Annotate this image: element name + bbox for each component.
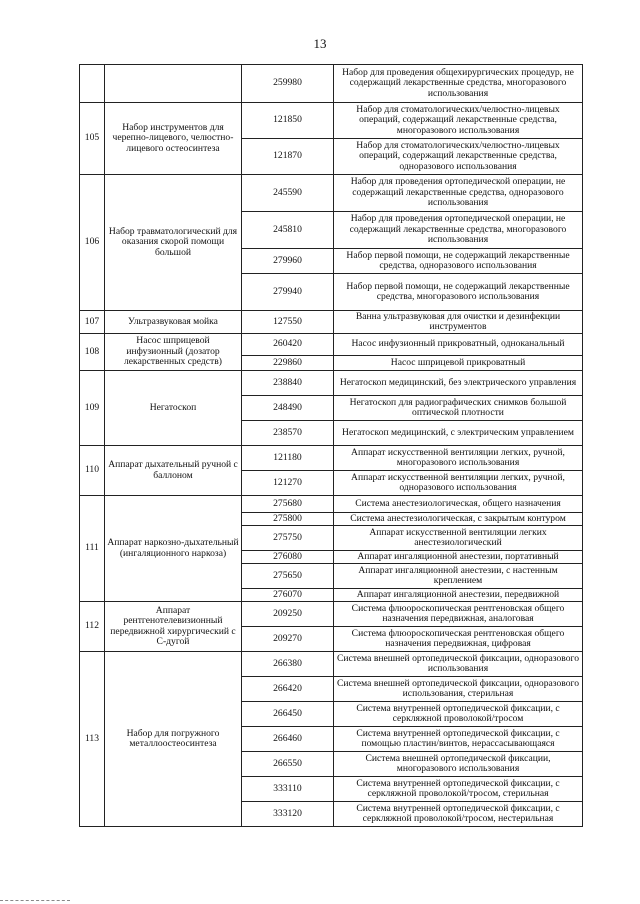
code-cell: 127550 <box>242 311 334 334</box>
description-cell: Система анестезиологическая, с закрытым контуром <box>334 513 583 526</box>
device-name-cell: Негатоскоп <box>105 371 242 446</box>
code-cell: 209270 <box>242 627 334 652</box>
table-row <box>80 65 583 103</box>
description-cell: Система флюороскопическая рентгеновская общего назначения передвижная, аналоговая <box>334 602 583 627</box>
table-row <box>80 602 583 627</box>
description-cell: Аппарат искусственной вентиляции легких, ручной, одноразового использования <box>334 471 583 496</box>
code-cell: 333110 <box>242 777 334 802</box>
code-cell: 275800 <box>242 513 334 526</box>
code-cell: 275750 <box>242 526 334 551</box>
row-number-cell: 107 <box>80 311 105 334</box>
equipment-table <box>79 64 583 827</box>
code-cell: 248490 <box>242 396 334 421</box>
code-cell: 121870 <box>242 139 334 175</box>
device-name-cell: Набор инструментов для черепно-лицевого, челюстно-лицевого остеосинтеза <box>105 103 242 175</box>
page-number: 13 <box>313 36 327 51</box>
code-cell: 259980 <box>242 65 334 103</box>
description-cell: Негатоскоп медицинский, без электрического управления <box>334 371 583 396</box>
table-row <box>80 371 583 396</box>
description-cell: Насос шприцевой прикроватный <box>334 356 583 371</box>
device-name-cell: Набор для погружного металлоостеосинтеза <box>105 652 242 827</box>
description-cell: Негатоскоп для радиографических снимков большой оптической плотности <box>334 396 583 421</box>
number-cell-empty <box>80 65 105 103</box>
row-number-cell: 106 <box>80 175 105 311</box>
code-cell: 238570 <box>242 421 334 446</box>
description-cell: Аппарат искусственной вентиляции легких анестезиологический <box>334 526 583 551</box>
description-cell: Система внутренней ортопедической фиксации, с помощью пластин/винтов, нерассасывающаяся <box>334 727 583 752</box>
scan-artifact-line <box>0 900 70 902</box>
row-number-cell: 110 <box>80 446 105 496</box>
code-cell: 121270 <box>242 471 334 496</box>
device-name-cell: Набор травматологический для оказания скорой помощи большой <box>105 175 242 311</box>
description-cell: Система анестезиологическая, общего назначения <box>334 496 583 513</box>
device-name-cell: Аппарат рентгенотелевизионный передвижной хирургический с С-дугой <box>105 602 242 652</box>
row-number-cell: 113 <box>80 652 105 827</box>
code-cell: 121850 <box>242 103 334 139</box>
table-row <box>80 652 583 677</box>
row-number-cell: 105 <box>80 103 105 175</box>
table-row <box>80 496 583 513</box>
table-row <box>80 334 583 356</box>
description-cell: Набор для стоматологических/челюстно-лицевых операций, содержащий лекарственные средства, одноразового использования <box>334 139 583 175</box>
code-cell: 276080 <box>242 551 334 564</box>
description-cell: Набор первой помощи, не содержащий лекарственные средства, одноразового использования <box>334 249 583 274</box>
description-cell: Набор для проведения ортопедической операции, не содержащий лекарственные средства, одноразового использования <box>334 175 583 212</box>
code-cell: 333120 <box>242 802 334 827</box>
description-cell: Система внешней ортопедической фиксации, одноразового использования <box>334 652 583 677</box>
description-cell: Аппарат ингаляционной анестезии, портативный <box>334 551 583 564</box>
code-cell: 229860 <box>242 356 334 371</box>
code-cell: 209250 <box>242 602 334 627</box>
code-cell: 266380 <box>242 652 334 677</box>
device-name-cell: Аппарат наркозно-дыхательный (ингаляционного наркоза) <box>105 496 242 602</box>
description-cell: Система внутренней ортопедической фиксации, с серкляжной проволокой/тросом, нестерильная <box>334 802 583 827</box>
table-row <box>80 175 583 212</box>
table-row <box>80 446 583 471</box>
row-number-cell: 112 <box>80 602 105 652</box>
code-cell: 260420 <box>242 334 334 356</box>
description-cell: Набор для проведения ортопедической операции, не содержащий лекарственные средства, многоразового использования <box>334 212 583 249</box>
description-cell: Ванна ультразвуковая для очистки и дезинфекции инструментов <box>334 311 583 334</box>
table-row <box>80 311 583 334</box>
code-cell: 245590 <box>242 175 334 212</box>
table-row <box>80 103 583 139</box>
description-cell: Набор для проведения общехирургических процедур, не содержащий лекарственные средства, многоразового использования <box>334 65 583 103</box>
code-cell: 266460 <box>242 727 334 752</box>
device-name-cell: Ультразвуковая мойка <box>105 311 242 334</box>
row-number-cell: 108 <box>80 334 105 371</box>
description-cell: Система внешней ортопедической фиксации, одноразового использования, стерильная <box>334 677 583 702</box>
code-cell: 121180 <box>242 446 334 471</box>
description-cell: Набор для стоматологических/челюстно-лицевых операций, содержащий лекарственные средства, многоразового использования <box>334 103 583 139</box>
description-cell: Система внешней ортопедической фиксации, многоразового использования <box>334 752 583 777</box>
code-cell: 275650 <box>242 564 334 589</box>
code-cell: 238840 <box>242 371 334 396</box>
description-cell: Система внутренней ортопедической фиксации, с серкляжной проволокой/тросом <box>334 702 583 727</box>
device-name-cell: Насос шприцевой инфузионный (дозатор лекарственных средств) <box>105 334 242 371</box>
description-cell: Система флюороскопическая рентгеновская общего назначения передвижная, цифровая <box>334 627 583 652</box>
description-cell: Аппарат ингаляционной анестезии, с настенным креплением <box>334 564 583 589</box>
description-cell: Аппарат искусственной вентиляции легких, ручной, многоразового использования <box>334 446 583 471</box>
code-cell: 266420 <box>242 677 334 702</box>
row-number-cell: 111 <box>80 496 105 602</box>
description-cell: Набор первой помощи, не содержащий лекарственные средства, многоразового использования <box>334 274 583 311</box>
code-cell: 276070 <box>242 589 334 602</box>
description-cell: Негатоскоп медицинский, с электрическим управлением <box>334 421 583 446</box>
description-cell: Насос инфузионный прикроватный, одноканальный <box>334 334 583 356</box>
name-cell-empty <box>105 65 242 103</box>
code-cell: 266450 <box>242 702 334 727</box>
row-number-cell: 109 <box>80 371 105 446</box>
code-cell: 279960 <box>242 249 334 274</box>
description-cell: Система внутренней ортопедической фиксации, с серкляжной проволокой/тросом, стерильная <box>334 777 583 802</box>
code-cell: 275680 <box>242 496 334 513</box>
device-name-cell: Аппарат дыхательный ручной с баллоном <box>105 446 242 496</box>
code-cell: 245810 <box>242 212 334 249</box>
code-cell: 279940 <box>242 274 334 311</box>
description-cell: Аппарат ингаляционной анестезии, передвижной <box>334 589 583 602</box>
code-cell: 266550 <box>242 752 334 777</box>
